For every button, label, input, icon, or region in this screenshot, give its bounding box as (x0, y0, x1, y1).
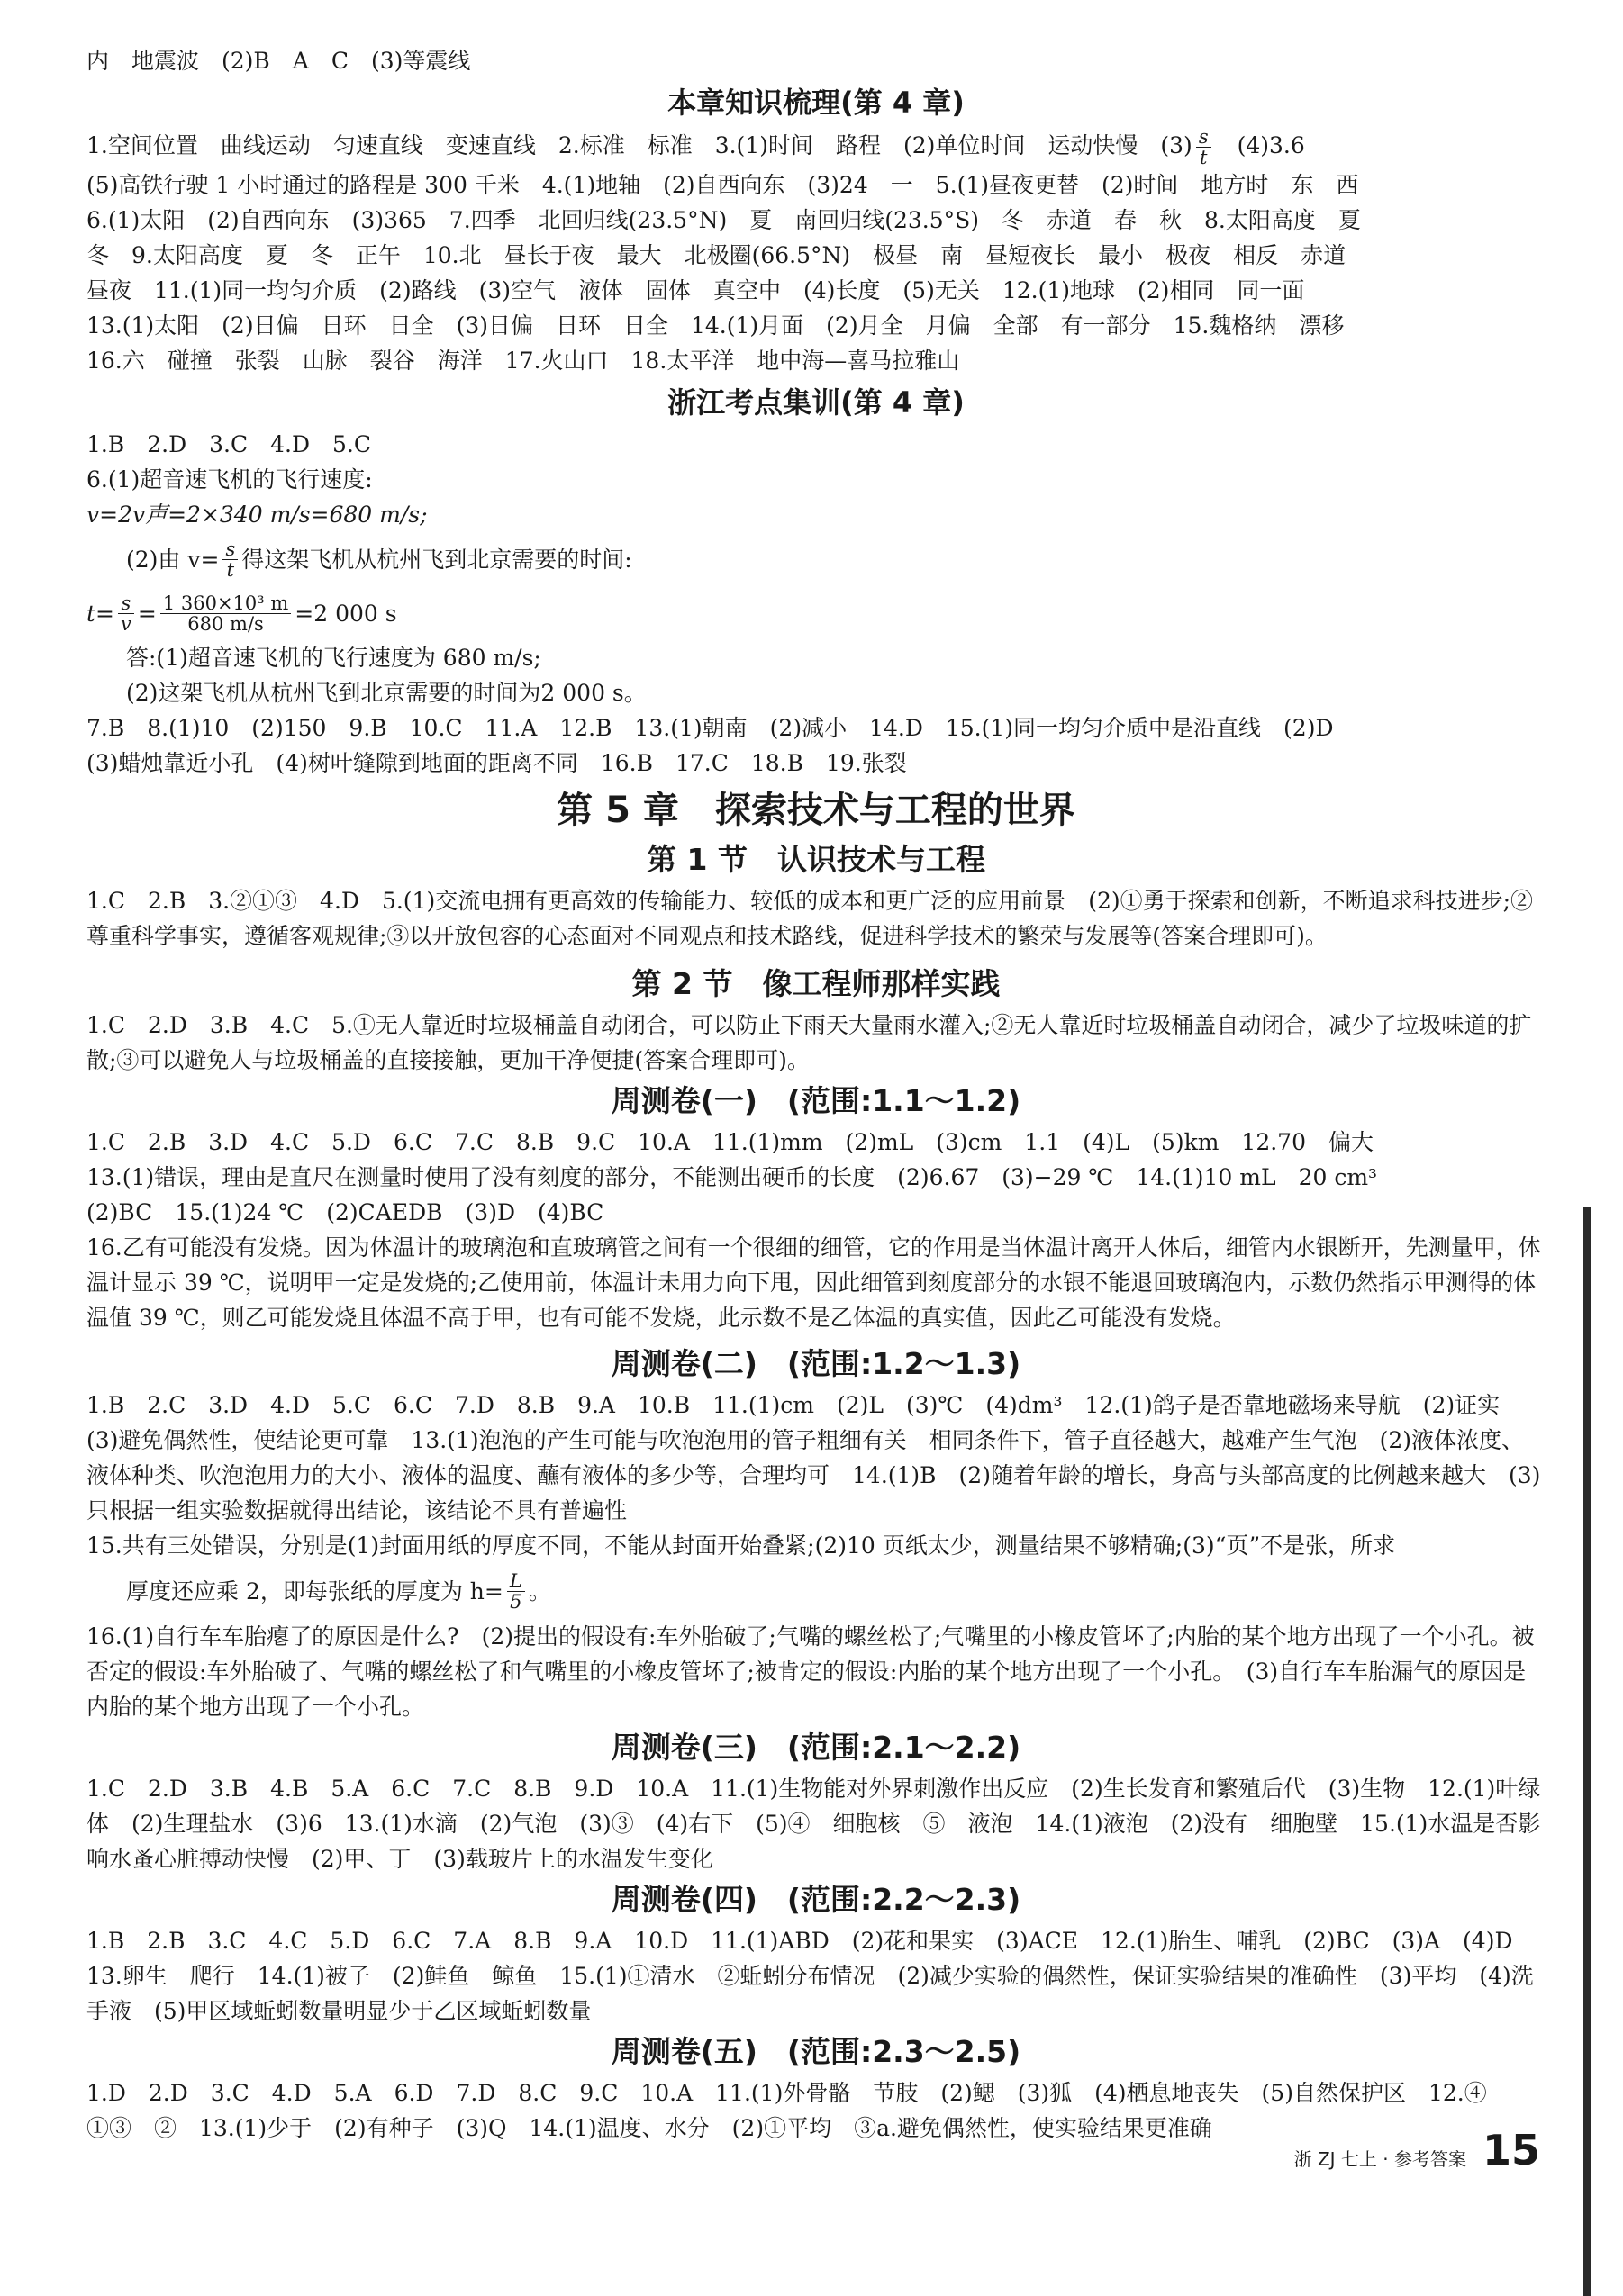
review-line-3: 6.(1)太阳 (2)自西向东 (3)365 7.四季 北回归线(23.5°N) 夏 南回归线(23.5°S) 冬 赤道 春 秋 8.太阳高度 夏 (86, 207, 1361, 234)
weekly-test-2-q15-tail: 。 (528, 1577, 551, 1604)
exam-line-4-tail: 得这架飞机从杭州飞到北京需要的时间: (241, 546, 632, 573)
fraction-denominator: v (121, 612, 131, 635)
review-line-2: (5)高铁行驶 1 小时通过的路程是 300 千米 4.(1)地轴 (2)自西向东 (3)24 一 5.(1)昼夜更替 (2)时间 地方时 东 西 (86, 172, 1359, 199)
fraction-numerator: s (222, 539, 238, 560)
chapter5-section2-answers: 1.C 2.D 3.B 4.C 5.①无人靠近时垃圾桶盖自动闭合，可以防止下雨天大量雨水灌入;②无人靠近时垃圾桶盖自动闭合，减少了垃圾味道的扩散;③可以避免人与垃圾桶盖的直接接触，更加干净便捷(答案合理即可)。 (86, 1012, 1532, 1074)
top-line: 内 地震波 (2)B A C (3)等震线 (86, 48, 471, 74)
review-line-7: 16.六 碰撞 张裂 山脉 裂谷 海洋 17.火山口 18.太平洋 地中海—喜马拉雅山 (86, 348, 960, 375)
chapter5-section2-title: 第 2 节 像工程师那样实践 (631, 966, 1001, 1002)
exam-line-7: 7.B 8.(1)10 (2)150 9.B 10.C 11.A 12.B 13.(1)朝南 (2)减小 14.D 15.(1)同一均匀介质中是沿直线 (2)D (86, 715, 1334, 742)
weekly-test-1-q16: 16.乙有可能没有发烧。因为体温计的玻璃泡和直玻璃管之间有一个很细的细管，它的作用是当体温计离开人体后，细管内水银断开，先测量甲，体温计显示 39 ℃，说明甲一定是发烧的;乙使用前，体温计未用力向下甩，因此细管到刻度部分的水银不能退回玻璃泡内，示数仍然指示甲测得的体温值 39 ℃，则乙可能发烧且体温不高于甲，也有可能不发烧，此示数不是乙体温的真实值，因此乙可能没有发烧。 (86, 1234, 1541, 1332)
fraction-denominator: t (1199, 147, 1208, 169)
fraction-numerator: 1 360×10³ m (160, 593, 291, 614)
exam-line-2: 6.(1)超音速飞机的飞行速度: (86, 466, 373, 493)
fraction-s-over-t (1196, 127, 1211, 167)
weekly-test-5-title: 周测卷(五) (范围:2.3～2.5) (611, 2034, 1021, 2070)
exam-answer-2: (2)这架飞机从杭州飞到北京需要的时间为2 000 s。 (126, 680, 647, 707)
chapter5-title: 第 5 章 探索技术与工程的世界 (557, 790, 1075, 832)
weekly-test-2-q16: 16.(1)自行车车胎瘪了的原因是什么? (2)提出的假设有:车外胎破了;气嘴的螺丝松了;气嘴里的小橡皮管坏了;内胎的某个地方出现了一个小孔。被否定的假设:车外胎破了、气嘴的螺丝松了和气嘴里的小橡皮管坏了;被肯定的假设:内胎的某个地方出现了一个小孔。 (3)自行车车胎漏气的原因是内胎的某个地方出现了一个小孔。 (86, 1623, 1535, 1721)
review-line-5: 昼夜 11.(1)同一均匀介质 (2)路线 (3)空气 液体 固体 真空中 (4)长度 (5)无关 12.(1)地球 (2)相同 同一面 (86, 277, 1305, 304)
review-line-1-text: 1.空间位置 曲线运动 匀速直线 变速直线 2.标准 标准 3.(1)时间 路程 (2)单位时间 运动快慢 (3) (86, 132, 1192, 159)
weekly-test-5-answers: 1.D 2.D 3.C 4.D 5.A 6.D 7.D 8.C 9.C 10.A 11.(1)外骨骼 节肢 (2)鳃 (3)狐 (4)栖息地丧失 (5)自然保护区 12.④ ①③ ② 13.(1)少于 (2)有种子 (3)Q 14.(1)温度、水分 (2)①平均 ③a.避免偶然性，使实验结果更准确 (86, 2080, 1510, 2142)
chapter5-section1-title: 第 1 节 认识技术与工程 (647, 842, 985, 878)
exam-line-8: (3)蜡烛靠近小孔 (4)树叶缝隙到地面的距离不同 16.B 17.C 18.B 19.张裂 (86, 750, 907, 777)
fraction-s-over-t-2 (222, 539, 238, 580)
review-line-4: 冬 9.太阳高度 夏 冬 正午 10.北 昼长于夜 最大 北极圈(66.5°N) 极昼 南 昼短夜长 最小 极夜 相反 赤道 (86, 242, 1346, 269)
formula-lhs: t= (86, 600, 114, 627)
fraction-numerator: s (118, 593, 134, 614)
weekly-test-4-title: 周测卷(四) (范围:2.2～2.3) (611, 1882, 1021, 1918)
review-line-6: 13.(1)太阳 (2)日偏 日环 日全 (3)日偏 日环 日全 14.(1)月面 (2)月全 月偏 全部 有一部分 15.魏格纳 漂移 (86, 312, 1345, 339)
page-number: 15 (1482, 2126, 1540, 2174)
time-formula (86, 586, 1546, 640)
footer-label: 浙 ZJ 七上 · 参考答案 (1293, 2148, 1466, 2170)
exam-line-4 (86, 532, 1546, 586)
review-line-1-tail: (4)3.6 (1214, 132, 1305, 159)
weekly-test-4-answers: 1.B 2.B 3.C 4.C 5.D 6.C 7.A 8.B 9.A 10.D 11.(1)ABD (2)花和果实 (3)ACE 12.(1)胎生、哺乳 (2)BC (3)A (4)D 13.卵生 爬行 14.(1)被子 (2)鲑鱼 鲸鱼 15.(1)①清水 ②蚯蚓分布情况 (2)减少实验的偶然性，保证实验结果的准确性 (3)平均 (4)洗手液 (5)甲区域蚯蚓数量明显少于乙区域蚯蚓数量 (86, 1928, 1536, 2025)
review-line-1 (86, 127, 1546, 167)
fraction-numerator: s (1196, 127, 1211, 148)
weekly-test-2-q15-cont (86, 1563, 1546, 1619)
fraction-numerator: L (507, 1571, 525, 1592)
fraction-l-over-5 (507, 1571, 525, 1612)
exam-line-3: v=2v声=2×340 m/s=680 m/s; (86, 502, 428, 529)
weekly-test-2-q15-text: 厚度还应乘 2，即每张纸的厚度为 h= (126, 1577, 503, 1604)
page-content (86, 43, 1546, 2146)
fraction-denominator: 680 m/s (187, 612, 264, 635)
chapter4-exam-title: 浙江考点集训(第 4 章) (667, 385, 965, 420)
weekly-test-1-line-3: (2)BC 15.(1)24 ℃ (2)CAEDB (3)D (4)BC (86, 1199, 604, 1226)
formula-result: =2 000 s (295, 600, 397, 627)
exam-line-4-text: (2)由 v= (126, 546, 220, 573)
fraction-s-over-v (118, 593, 134, 634)
weekly-test-2-title: 周测卷(二) (范围:1.2～1.3) (611, 1346, 1021, 1382)
fraction-denominator: 5 (510, 1590, 522, 1613)
page-edge-shadow (1583, 1207, 1591, 2296)
exam-line-1: 1.B 2.D 3.C 4.D 5.C (86, 431, 371, 458)
weekly-test-3-answers: 1.C 2.D 3.B 4.B 5.A 6.C 7.C 8.B 9.D 10.A 11.(1)生物能对外界刺激作出反应 (2)生长发育和繁殖后代 (3)生物 12.(1)叶绿体 (2)生理盐水 (3)6 13.(1)水滴 (2)气泡 (3)③ (4)右下 (5)④ 细胞核 ⑤ 液泡 14.(1)液泡 (2)没有 细胞壁 15.(1)水温是否影响水蚤心脏搏动快慢 (2)甲、丁 (3)载玻片上的水温发生变化 (86, 1776, 1541, 1873)
weekly-test-1-title: 周测卷(一) (范围:1.1～1.2) (611, 1083, 1021, 1119)
exam-answer-1: 答:(1)超音速飞机的飞行速度为 680 m/s; (126, 645, 541, 672)
weekly-test-2-q15: 15.共有三处错误，分别是(1)封面用纸的厚度不同，不能从封面开始叠紧;(2)10 页纸太少，测量结果不够精确;(3)“页”不是张，所求 (86, 1532, 1396, 1559)
chapter5-section1-answers: 1.C 2.B 3.②①③ 4.D 5.(1)交流电拥有更高效的传输能力、较低的成本和更广泛的应用前景 (2)①勇于探索和创新，不断追求科技进步;②尊重科学事实，遵循客观规律;③以开放包容的心态面对不同观点和技术路线，促进科学技术的繁荣与发展等(答案合理即可)。 (86, 888, 1534, 950)
weekly-test-1-line-2: 13.(1)错误，理由是直尺在测量时使用了没有刻度的部分，不能测出硬币的长度 (2)6.67 (3)−29 ℃ 14.(1)10 mL 20 cm³ (86, 1164, 1378, 1191)
formula-equals: = (137, 600, 157, 627)
weekly-test-2-answers: 1.B 2.C 3.D 4.D 5.C 6.C 7.D 8.B 9.A 10.B 11.(1)cm (2)L (3)℃ (4)dm³ 12.(1)鸽子是否靠地磁场来导航 (2)证实 (3)避免偶然性，使结论更可靠 13.(1)泡泡的产生可能与吹泡泡用的管子粗细有关 相同条件下，管子直径越大，越难产生气泡 (2)液体浓度、液体种类、吹泡泡用力的大小、液体的温度、蘸有液体的多少等，合理均可 14.(1)B (2)随着年龄的增长，身高与头部高度的比例越来越大 (3)只根据一组实验数据就得出结论，该结论不具有普遍性 (86, 1392, 1541, 1524)
page-footer (1293, 2126, 1540, 2174)
weekly-test-3-title: 周测卷(三) (范围:2.1～2.2) (611, 1730, 1021, 1766)
fraction-distance-over-speed (160, 593, 291, 634)
weekly-test-1-line-1: 1.C 2.B 3.D 4.C 5.D 6.C 7.C 8.B 9.C 10.A 11.(1)mm (2)mL (3)cm 1.1 (4)L (5)km 12.70 偏大 (86, 1129, 1374, 1156)
fraction-denominator: t (226, 558, 235, 581)
chapter4-review-title: 本章知识梳理(第 4 章) (667, 86, 965, 120)
